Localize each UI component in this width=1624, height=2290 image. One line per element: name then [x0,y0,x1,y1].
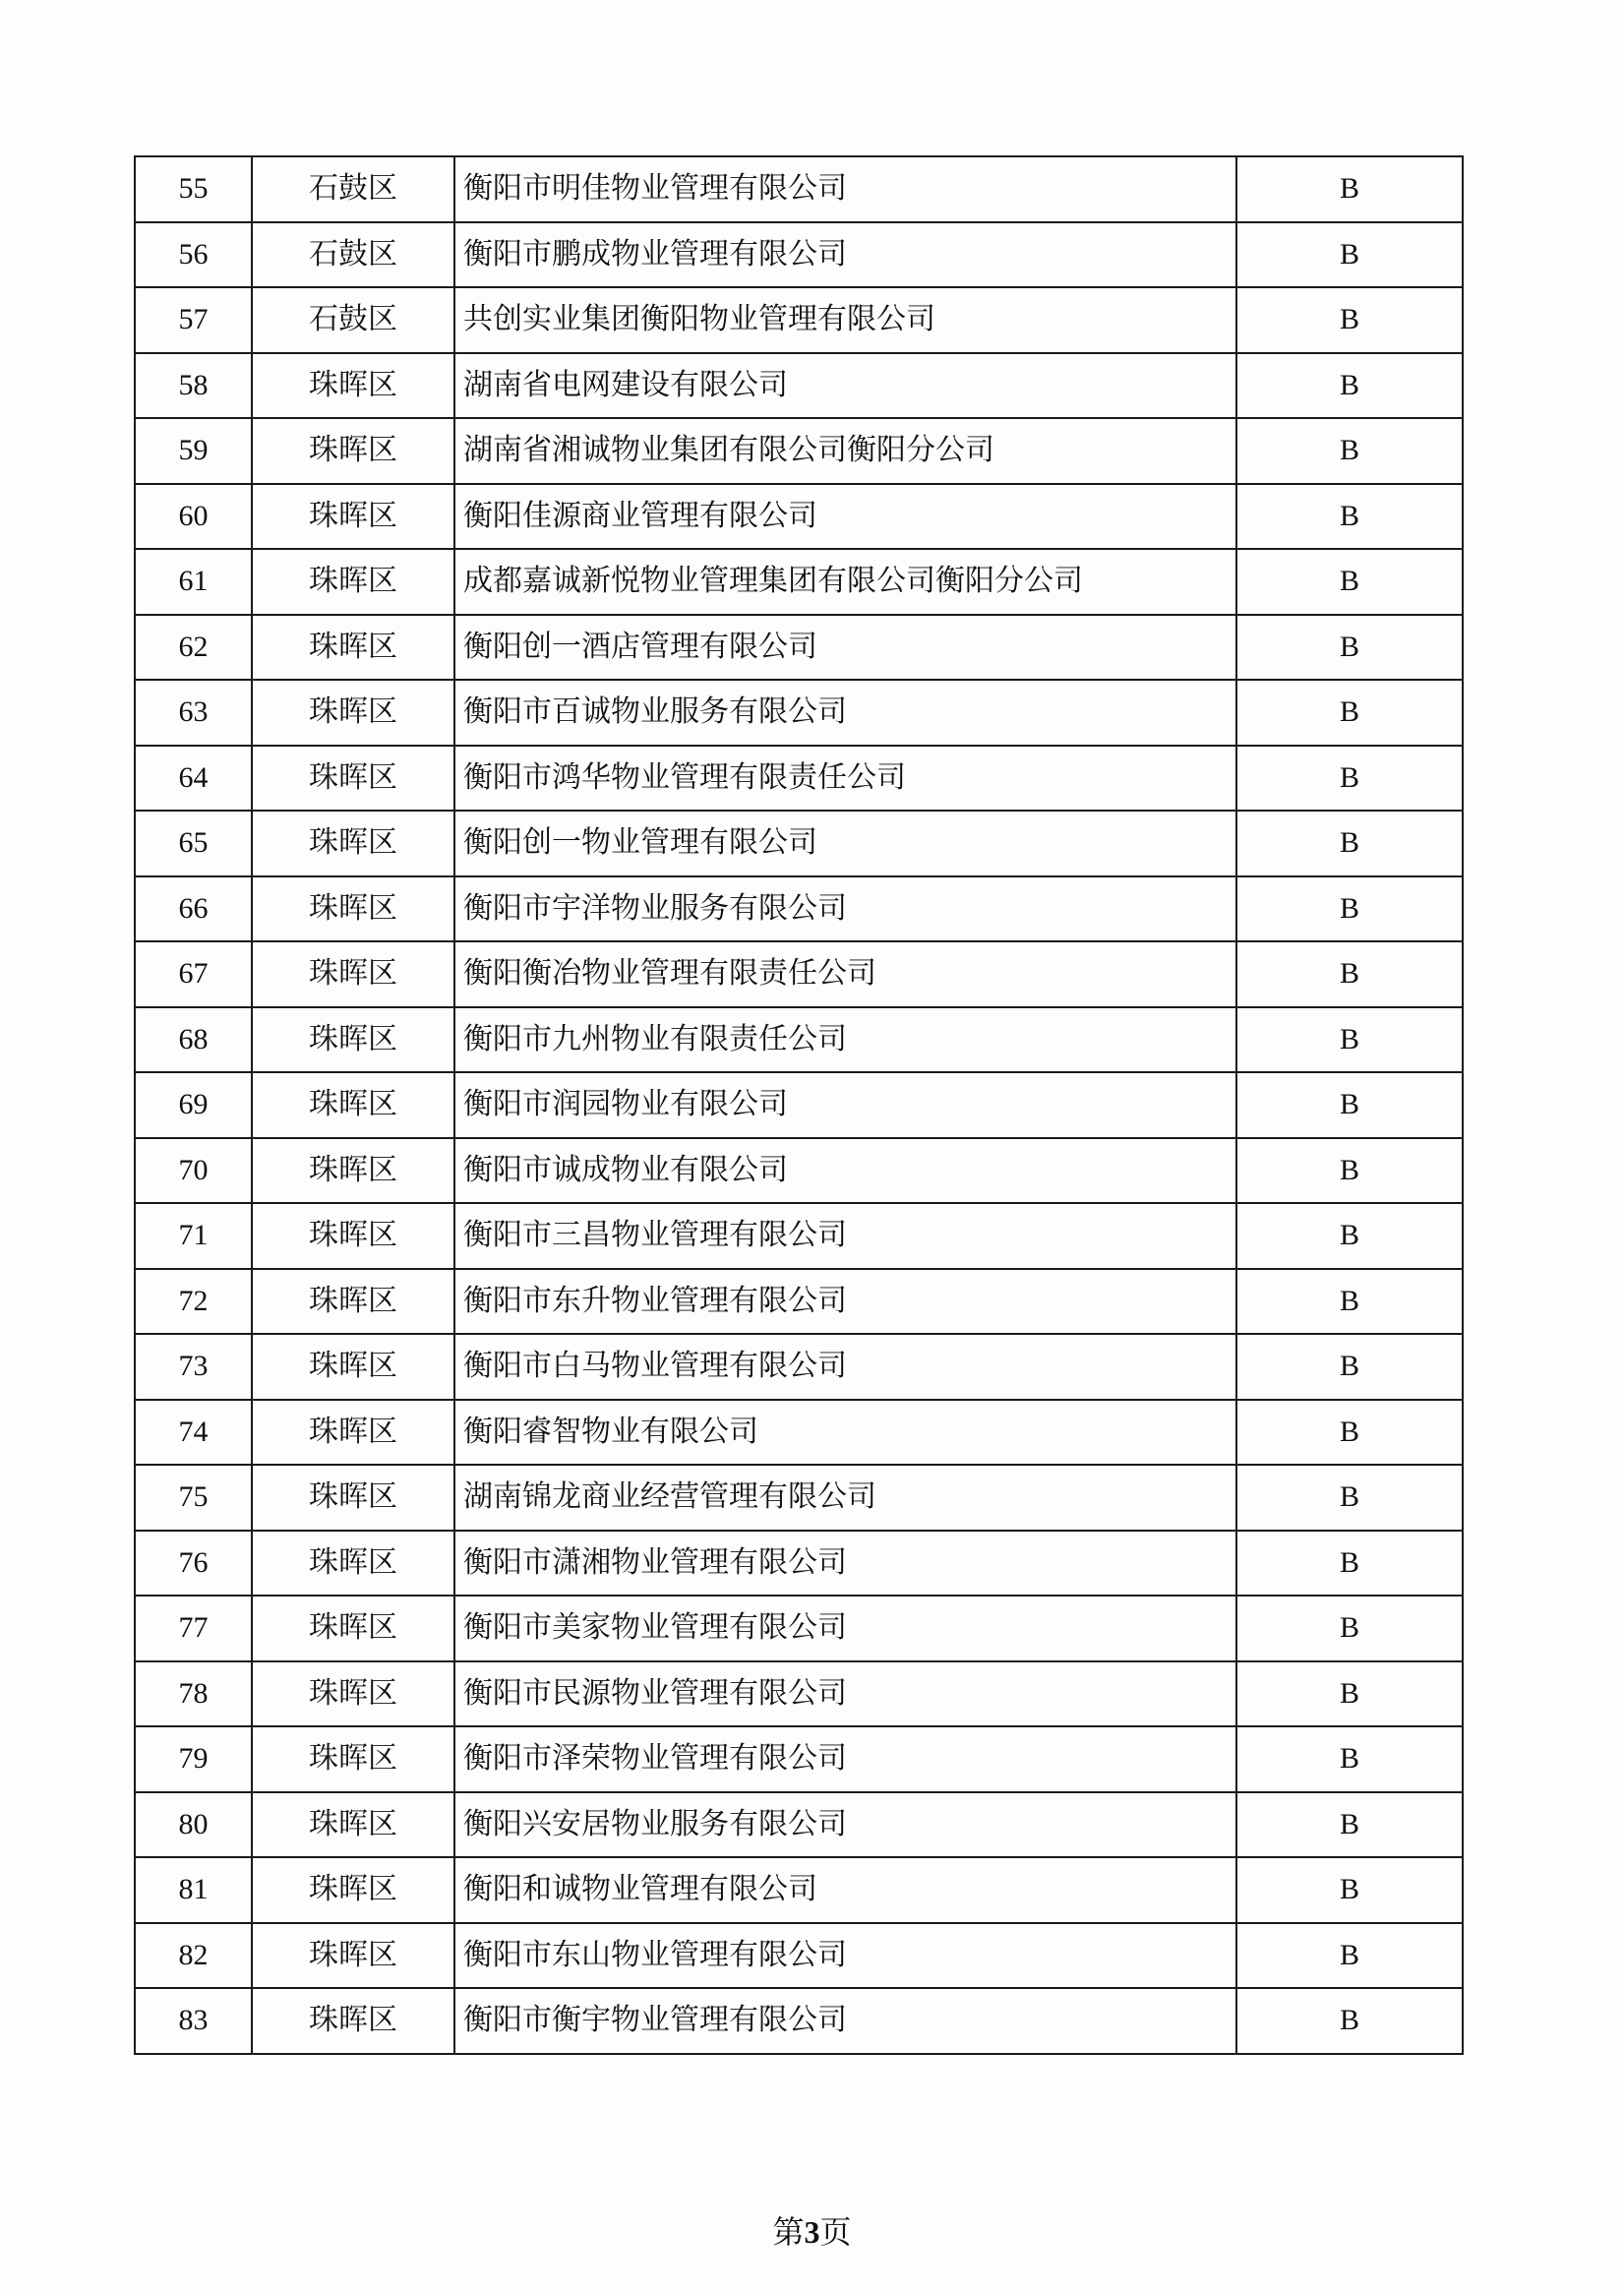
table-row [135,1465,1463,1531]
row-number-cell: 78 [135,1661,252,1727]
company-name-cell: 衡阳市民源物业管理有限公司 [454,1661,1236,1727]
table-row [135,1596,1463,1661]
company-name-cell: 共创实业集团衡阳物业管理有限公司 [454,287,1236,353]
company-name-cell: 湖南省电网建设有限公司 [454,353,1236,419]
table-row [135,1726,1463,1792]
grade-cell: B [1236,156,1463,222]
district-cell: 珠晖区 [252,1531,454,1597]
district-cell: 珠晖区 [252,746,454,812]
table-row [135,941,1463,1007]
table-row [135,353,1463,419]
row-number-cell: 66 [135,876,252,942]
company-name-cell: 衡阳市衡宇物业管理有限公司 [454,1988,1236,2054]
company-name-cell: 衡阳佳源商业管理有限公司 [454,484,1236,550]
district-cell: 珠晖区 [252,1988,454,2054]
grade-cell: B [1236,1072,1463,1138]
company-name-cell: 衡阳市潇湘物业管理有限公司 [454,1531,1236,1597]
row-number-cell: 75 [135,1465,252,1531]
row-number-cell: 82 [135,1923,252,1989]
table-row [135,1269,1463,1335]
district-cell: 珠晖区 [252,549,454,615]
table-row [135,680,1463,746]
company-name-cell: 衡阳市明佳物业管理有限公司 [454,156,1236,222]
row-number-cell: 73 [135,1334,252,1400]
page-footer-suffix: 页 [819,2213,852,2251]
company-name-cell: 衡阳和诚物业管理有限公司 [454,1857,1236,1923]
grade-cell: B [1236,1988,1463,2054]
table-row [135,811,1463,876]
grade-cell: B [1236,746,1463,812]
company-name-cell: 湖南省湘诚物业集团有限公司衡阳分公司 [454,418,1236,484]
grade-cell: B [1236,680,1463,746]
row-number-cell: 80 [135,1792,252,1858]
company-name-cell: 衡阳市鸿华物业管理有限责任公司 [454,746,1236,812]
grade-cell: B [1236,876,1463,942]
grade-cell: B [1236,287,1463,353]
page-number: 3 [804,2214,820,2250]
grade-cell: B [1236,1923,1463,1989]
company-name-cell: 衡阳市鹏成物业管理有限公司 [454,222,1236,288]
row-number-cell: 70 [135,1138,252,1204]
company-name-cell: 衡阳创一物业管理有限公司 [454,811,1236,876]
row-number-cell: 77 [135,1596,252,1661]
row-number-cell: 62 [135,615,252,681]
district-cell: 珠晖区 [252,680,454,746]
table-row [135,1400,1463,1466]
district-cell: 珠晖区 [252,811,454,876]
district-cell: 珠晖区 [252,1792,454,1858]
district-cell: 珠晖区 [252,484,454,550]
company-name-cell: 衡阳市九州物业有限责任公司 [454,1007,1236,1073]
district-cell: 珠晖区 [252,353,454,419]
grade-cell: B [1236,549,1463,615]
district-cell: 石鼓区 [252,287,454,353]
row-number-cell: 79 [135,1726,252,1792]
table-row [135,484,1463,550]
company-name-cell: 衡阳创一酒店管理有限公司 [454,615,1236,681]
grade-cell: B [1236,353,1463,419]
table-row [135,222,1463,288]
grade-cell: B [1236,1400,1463,1466]
row-number-cell: 60 [135,484,252,550]
grade-cell: B [1236,418,1463,484]
grade-cell: B [1236,1138,1463,1204]
table-row [135,1923,1463,1989]
company-name-cell: 衡阳市三昌物业管理有限公司 [454,1203,1236,1269]
grade-cell: B [1236,222,1463,288]
company-name-cell: 衡阳市百诚物业服务有限公司 [454,680,1236,746]
company-name-cell: 衡阳市宇洋物业服务有限公司 [454,876,1236,942]
district-cell: 珠晖区 [252,941,454,1007]
table-row [135,746,1463,812]
grade-cell: B [1236,1203,1463,1269]
row-number-cell: 76 [135,1531,252,1597]
row-number-cell: 59 [135,418,252,484]
table-row [135,1072,1463,1138]
table-row [135,1857,1463,1923]
company-name-cell: 衡阳兴安居物业服务有限公司 [454,1792,1236,1858]
company-name-cell: 衡阳市东升物业管理有限公司 [454,1269,1236,1335]
district-cell: 珠晖区 [252,1857,454,1923]
district-cell: 珠晖区 [252,1923,454,1989]
district-cell: 珠晖区 [252,1334,454,1400]
row-number-cell: 65 [135,811,252,876]
district-cell: 珠晖区 [252,1138,454,1204]
company-name-cell: 衡阳市东山物业管理有限公司 [454,1923,1236,1989]
row-number-cell: 69 [135,1072,252,1138]
grade-cell: B [1236,484,1463,550]
table-container [134,155,1448,2055]
table-row [135,1007,1463,1073]
grade-cell: B [1236,811,1463,876]
grade-cell: B [1236,1007,1463,1073]
table-row [135,1334,1463,1400]
row-number-cell: 64 [135,746,252,812]
row-number-cell: 68 [135,1007,252,1073]
table-row [135,287,1463,353]
row-number-cell: 55 [135,156,252,222]
table-row [135,418,1463,484]
row-number-cell: 57 [135,287,252,353]
district-cell: 石鼓区 [252,156,454,222]
company-name-cell: 衡阳市美家物业管理有限公司 [454,1596,1236,1661]
district-cell: 珠晖区 [252,1203,454,1269]
grade-cell: B [1236,1269,1463,1335]
table-row [135,1792,1463,1858]
district-cell: 珠晖区 [252,1465,454,1531]
grade-cell: B [1236,615,1463,681]
grade-cell: B [1236,1857,1463,1923]
row-number-cell: 58 [135,353,252,419]
row-number-cell: 67 [135,941,252,1007]
grade-cell: B [1236,1726,1463,1792]
row-number-cell: 56 [135,222,252,288]
row-number-cell: 63 [135,680,252,746]
table-row [135,1138,1463,1204]
district-cell: 石鼓区 [252,222,454,288]
company-name-cell: 衡阳衡冶物业管理有限责任公司 [454,941,1236,1007]
table-row [135,1988,1463,2054]
district-cell: 珠晖区 [252,1726,454,1792]
district-cell: 珠晖区 [252,615,454,681]
table-row [135,1203,1463,1269]
company-grade-table [134,155,1464,2055]
page-footer-prefix: 第 [772,2213,805,2251]
page-footer [0,2207,1624,2253]
grade-cell: B [1236,1661,1463,1727]
row-number-cell: 61 [135,549,252,615]
company-name-cell: 衡阳市白马物业管理有限公司 [454,1334,1236,1400]
grade-cell: B [1236,1531,1463,1597]
grade-cell: B [1236,1792,1463,1858]
row-number-cell: 83 [135,1988,252,2054]
grade-cell: B [1236,1596,1463,1661]
grade-cell: B [1236,1334,1463,1400]
row-number-cell: 81 [135,1857,252,1923]
company-name-cell: 衡阳市润园物业有限公司 [454,1072,1236,1138]
row-number-cell: 72 [135,1269,252,1335]
table-body [135,156,1463,2054]
district-cell: 珠晖区 [252,1007,454,1073]
company-name-cell: 衡阳市诚成物业有限公司 [454,1138,1236,1204]
grade-cell: B [1236,1465,1463,1531]
district-cell: 珠晖区 [252,418,454,484]
district-cell: 珠晖区 [252,1269,454,1335]
row-number-cell: 71 [135,1203,252,1269]
district-cell: 珠晖区 [252,1661,454,1727]
table-row [135,1661,1463,1727]
company-name-cell: 衡阳睿智物业有限公司 [454,1400,1236,1466]
table-row [135,156,1463,222]
district-cell: 珠晖区 [252,876,454,942]
grade-cell: B [1236,941,1463,1007]
row-number-cell: 74 [135,1400,252,1466]
company-name-cell: 衡阳市泽荣物业管理有限公司 [454,1726,1236,1792]
table-row [135,876,1463,942]
table-row [135,615,1463,681]
company-name-cell: 湖南锦龙商业经营管理有限公司 [454,1465,1236,1531]
table-row [135,549,1463,615]
district-cell: 珠晖区 [252,1400,454,1466]
company-name-cell: 成都嘉诚新悦物业管理集团有限公司衡阳分公司 [454,549,1236,615]
table-row [135,1531,1463,1597]
district-cell: 珠晖区 [252,1596,454,1661]
district-cell: 珠晖区 [252,1072,454,1138]
